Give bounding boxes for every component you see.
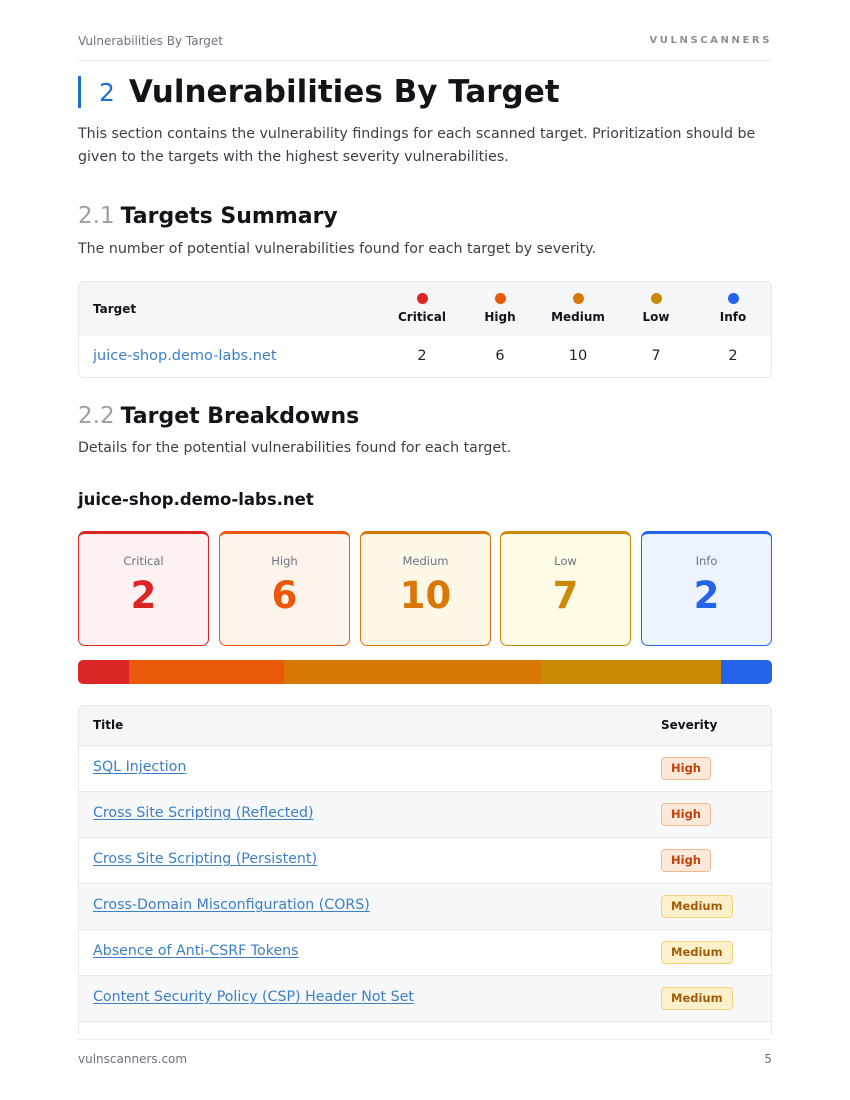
card-label: High [271,554,298,568]
running-header [78,33,772,61]
distribution-segment-critical [78,660,129,684]
section-heading [78,74,560,110]
severity-badge: High [661,757,711,780]
breakdowns-heading [78,403,359,429]
finding-title-link[interactable]: Cross Site Scripting (Persistent) [93,851,317,867]
targets-summary-table [78,281,772,378]
title-column-header: Title [93,718,124,732]
info-dot-icon [728,293,739,304]
critical-label: Critical [397,310,446,324]
severity-badge: High [661,803,711,826]
medium-count: 10 [568,348,588,364]
medium-column-header [538,282,618,336]
card-value: 7 [552,574,579,617]
info-label: Info [719,310,747,324]
table-row [79,791,771,837]
card-label: Critical [123,554,164,568]
card-label: Info [695,554,718,568]
low-count: 7 [651,348,661,364]
page-number: 5 [764,1052,772,1066]
breakdowns-description: Details for the potential vulnerabilities found for each target. [78,440,512,456]
info-column-header [693,282,772,336]
severity-distribution-bar [78,660,772,684]
table-row [79,745,771,791]
medium-dot-icon [573,293,584,304]
critical-dot-icon [417,293,428,304]
section-intro: This section contains the vulnerability findings for each scanned target. Prioritization should be given to the targets with the highest severity vulnerabilities. [78,126,756,165]
info-count: 2 [728,348,738,364]
section-title: Vulnerabilities By Target [128,74,560,110]
card-label: Medium [402,554,449,568]
high-column-header [460,282,540,336]
high-count: 6 [495,348,505,364]
table-row [79,929,771,975]
card-value: 6 [271,574,298,617]
card-value: 2 [130,574,157,617]
summary-description: The number of potential vulnerabilities found for each target by severity. [78,241,597,257]
heading-accent-bar [78,76,81,108]
critical-card [78,531,209,646]
findings-table [78,705,772,1035]
summary-table-header [79,282,771,336]
finding-title-link[interactable]: Cross Site Scripting (Reflected) [93,805,314,821]
summary-heading [78,203,338,229]
card-value: 2 [693,574,720,617]
severity-column-header: Severity [661,718,718,732]
table-row [79,837,771,883]
target-column-header: Target [93,302,137,316]
target-name: juice-shop.demo-labs.net [78,490,314,509]
breakdowns-title: Target Breakdowns [120,404,360,429]
high-dot-icon [495,293,506,304]
severity-badge: Medium [661,987,733,1010]
target-link[interactable]: juice-shop.demo-labs.net [93,348,277,364]
finding-title-link[interactable]: SQL Injection [93,759,187,775]
distribution-segment-low [541,660,721,684]
table-row [79,336,771,378]
critical-column-header [382,282,462,336]
finding-title-link[interactable]: Cross-Domain Misconfiguration (CORS) [93,897,370,913]
critical-count: 2 [417,348,427,364]
low-column-header [616,282,696,336]
table-row [79,883,771,929]
section-number: 2 [99,77,115,107]
table-row-partial [79,1021,771,1035]
low-card [500,531,631,646]
card-value: 10 [399,574,452,617]
header-brand: VULNSCANNERS [649,35,772,46]
high-card [219,531,350,646]
running-footer [78,1039,772,1066]
info-card [641,531,772,646]
medium-label: Medium [551,310,605,324]
severity-badge: Medium [661,941,733,964]
card-label: Low [554,554,577,568]
header-section-title: Vulnerabilities By Target [78,34,223,48]
findings-table-header [79,706,771,745]
high-label: High [484,310,516,324]
breakdowns-number: 2.2 [78,403,115,429]
severity-cards [78,531,772,646]
distribution-segment-medium [284,660,541,684]
finding-title-link[interactable]: Absence of Anti-CSRF Tokens [93,943,299,959]
severity-badge: High [661,849,711,872]
low-dot-icon [651,293,662,304]
distribution-segment-info [721,660,772,684]
report-page [78,0,772,1100]
footer-site: vulnscanners.com [78,1052,188,1066]
finding-title-link[interactable]: Content Security Policy (CSP) Header Not Set [93,989,414,1005]
medium-card [360,531,491,646]
table-row [79,975,771,1021]
summary-number: 2.1 [78,203,115,229]
low-label: Low [642,310,670,324]
severity-badge: Medium [661,895,733,918]
summary-title: Targets Summary [120,204,338,229]
distribution-segment-high [129,660,283,684]
